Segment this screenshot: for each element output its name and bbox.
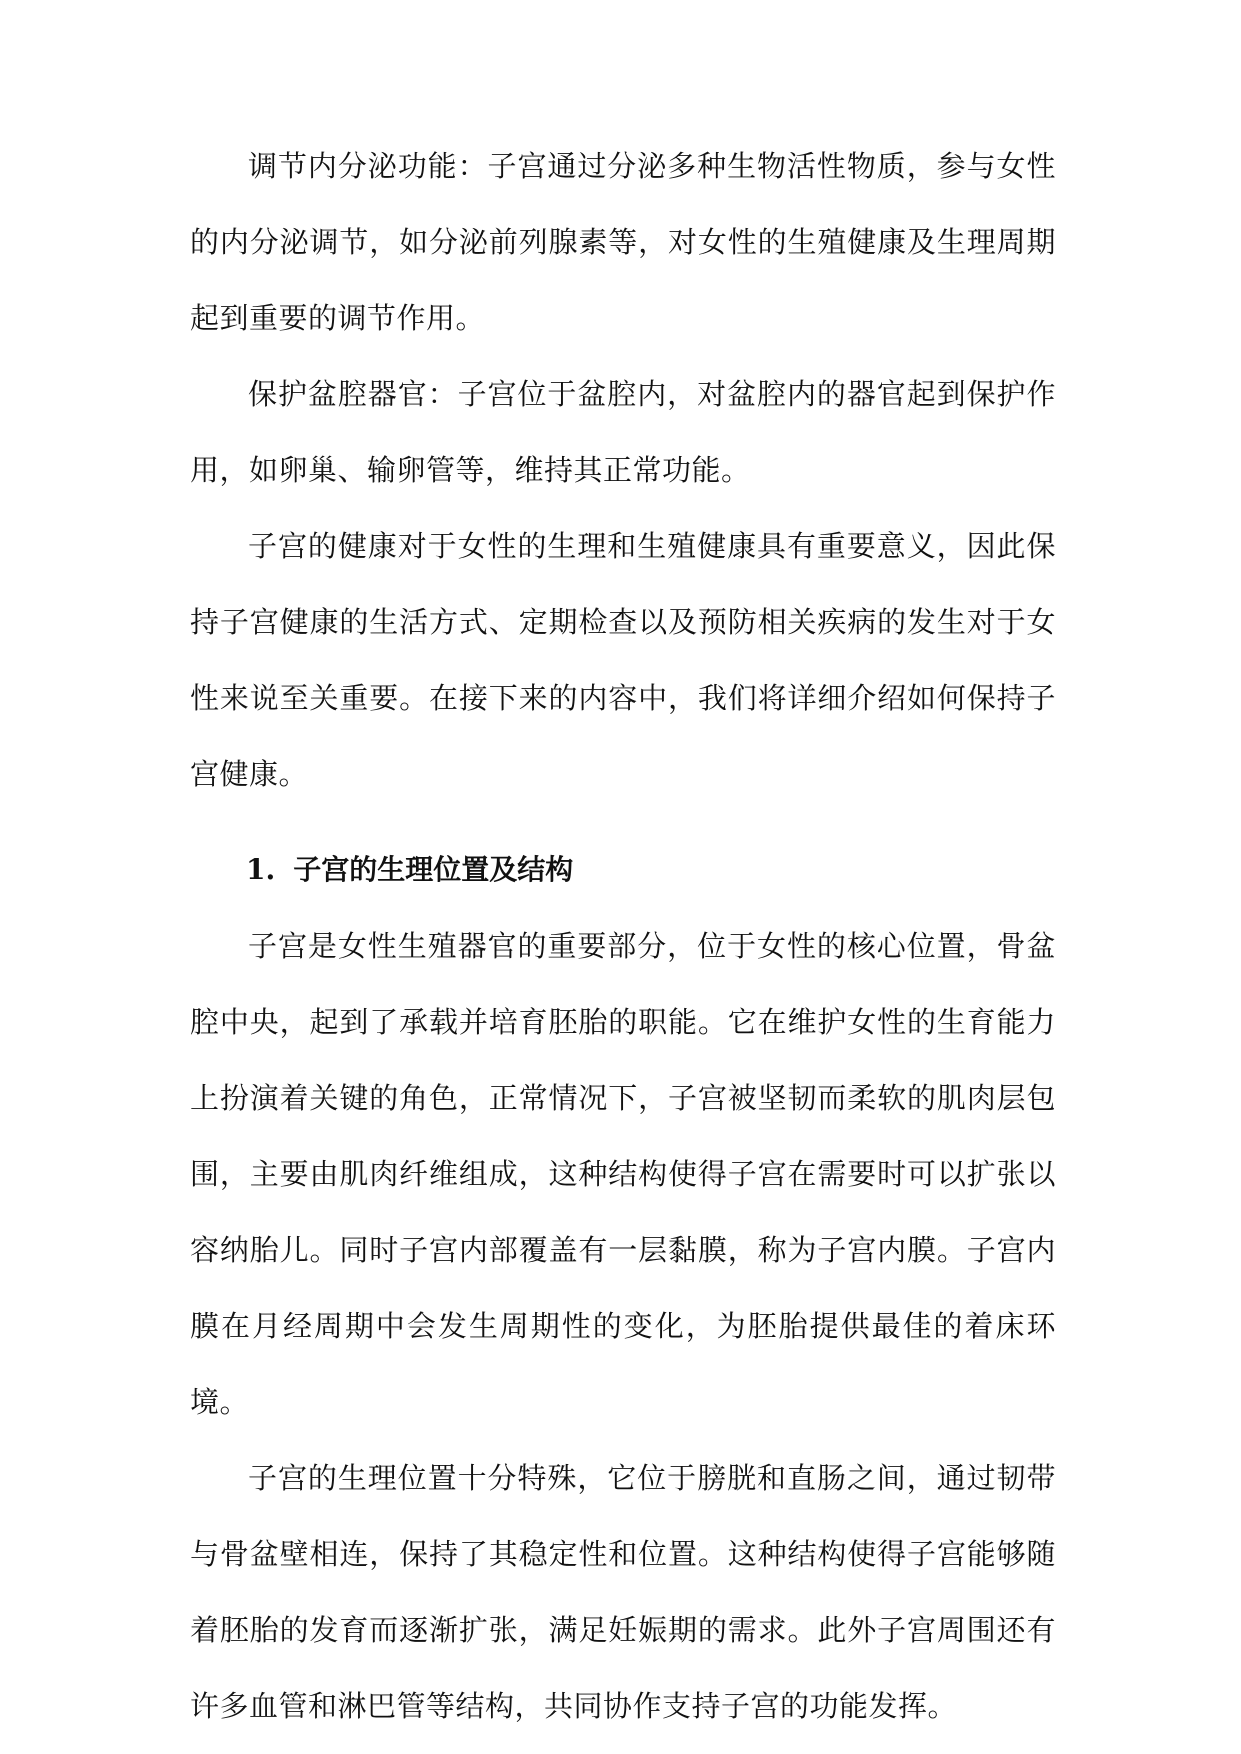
paragraph-uterus-position: 子宫的生理位置十分特殊，它位于膀胱和直肠之间，通过韧带与骨盆壁相连，保持了其稳定性和位置。这种结构使得子宫能够随着胚胎的发育而逐渐扩张，满足妊娠期的需求。此外子宫周围还有许多血管和淋巴管等结构，共同协作支持子宫的功能发挥。 xyxy=(190,1461,1056,1723)
section-heading xyxy=(190,832,1056,908)
paragraph-uterus-structure: 子宫是女性生殖器官的重要部分，位于女性的核心位置，骨盆腔中央，起到了承载并培育胚胎的职能。它在维护女性的生育能力上扮演着关键的角色，正常情况下，子宫被坚韧而柔软的肌肉层包围，主要由肌肉纤维组成，这种结构使得子宫在需要时可以扩张以容纳胎儿。同时子宫内部覆盖有一层黏膜，称为子宫内膜。子宫内膜在月经周期中会发生周期性的变化，为胚胎提供最佳的着床环境。 xyxy=(190,929,1056,1419)
section-title: 子宫的生理位置及结构 xyxy=(293,853,574,886)
paragraph-pelvic-protection: 保护盆腔器官：子宫位于盆腔内，对盆腔内的器官起到保护作用，如卵巢、输卵管等，维持其正常功能。 xyxy=(190,377,1056,487)
paragraph-uterine-health-importance: 子宫的健康对于女性的生理和生殖健康具有重要意义，因此保持子宫健康的生活方式、定期检查以及预防相关疾病的发生对于女性来说至关重要。在接下来的内容中，我们将详细介绍如何保持子宫健康。 xyxy=(190,529,1056,791)
section-number: 1. xyxy=(246,853,276,886)
paragraph-endocrine-function: 调节内分泌功能：子宫通过分泌多种生物活性物质，参与女性的内分泌调节，如分泌前列腺素等，对女性的生殖健康及生理周期起到重要的调节作用。 xyxy=(190,149,1056,335)
document-page xyxy=(190,128,1056,1744)
